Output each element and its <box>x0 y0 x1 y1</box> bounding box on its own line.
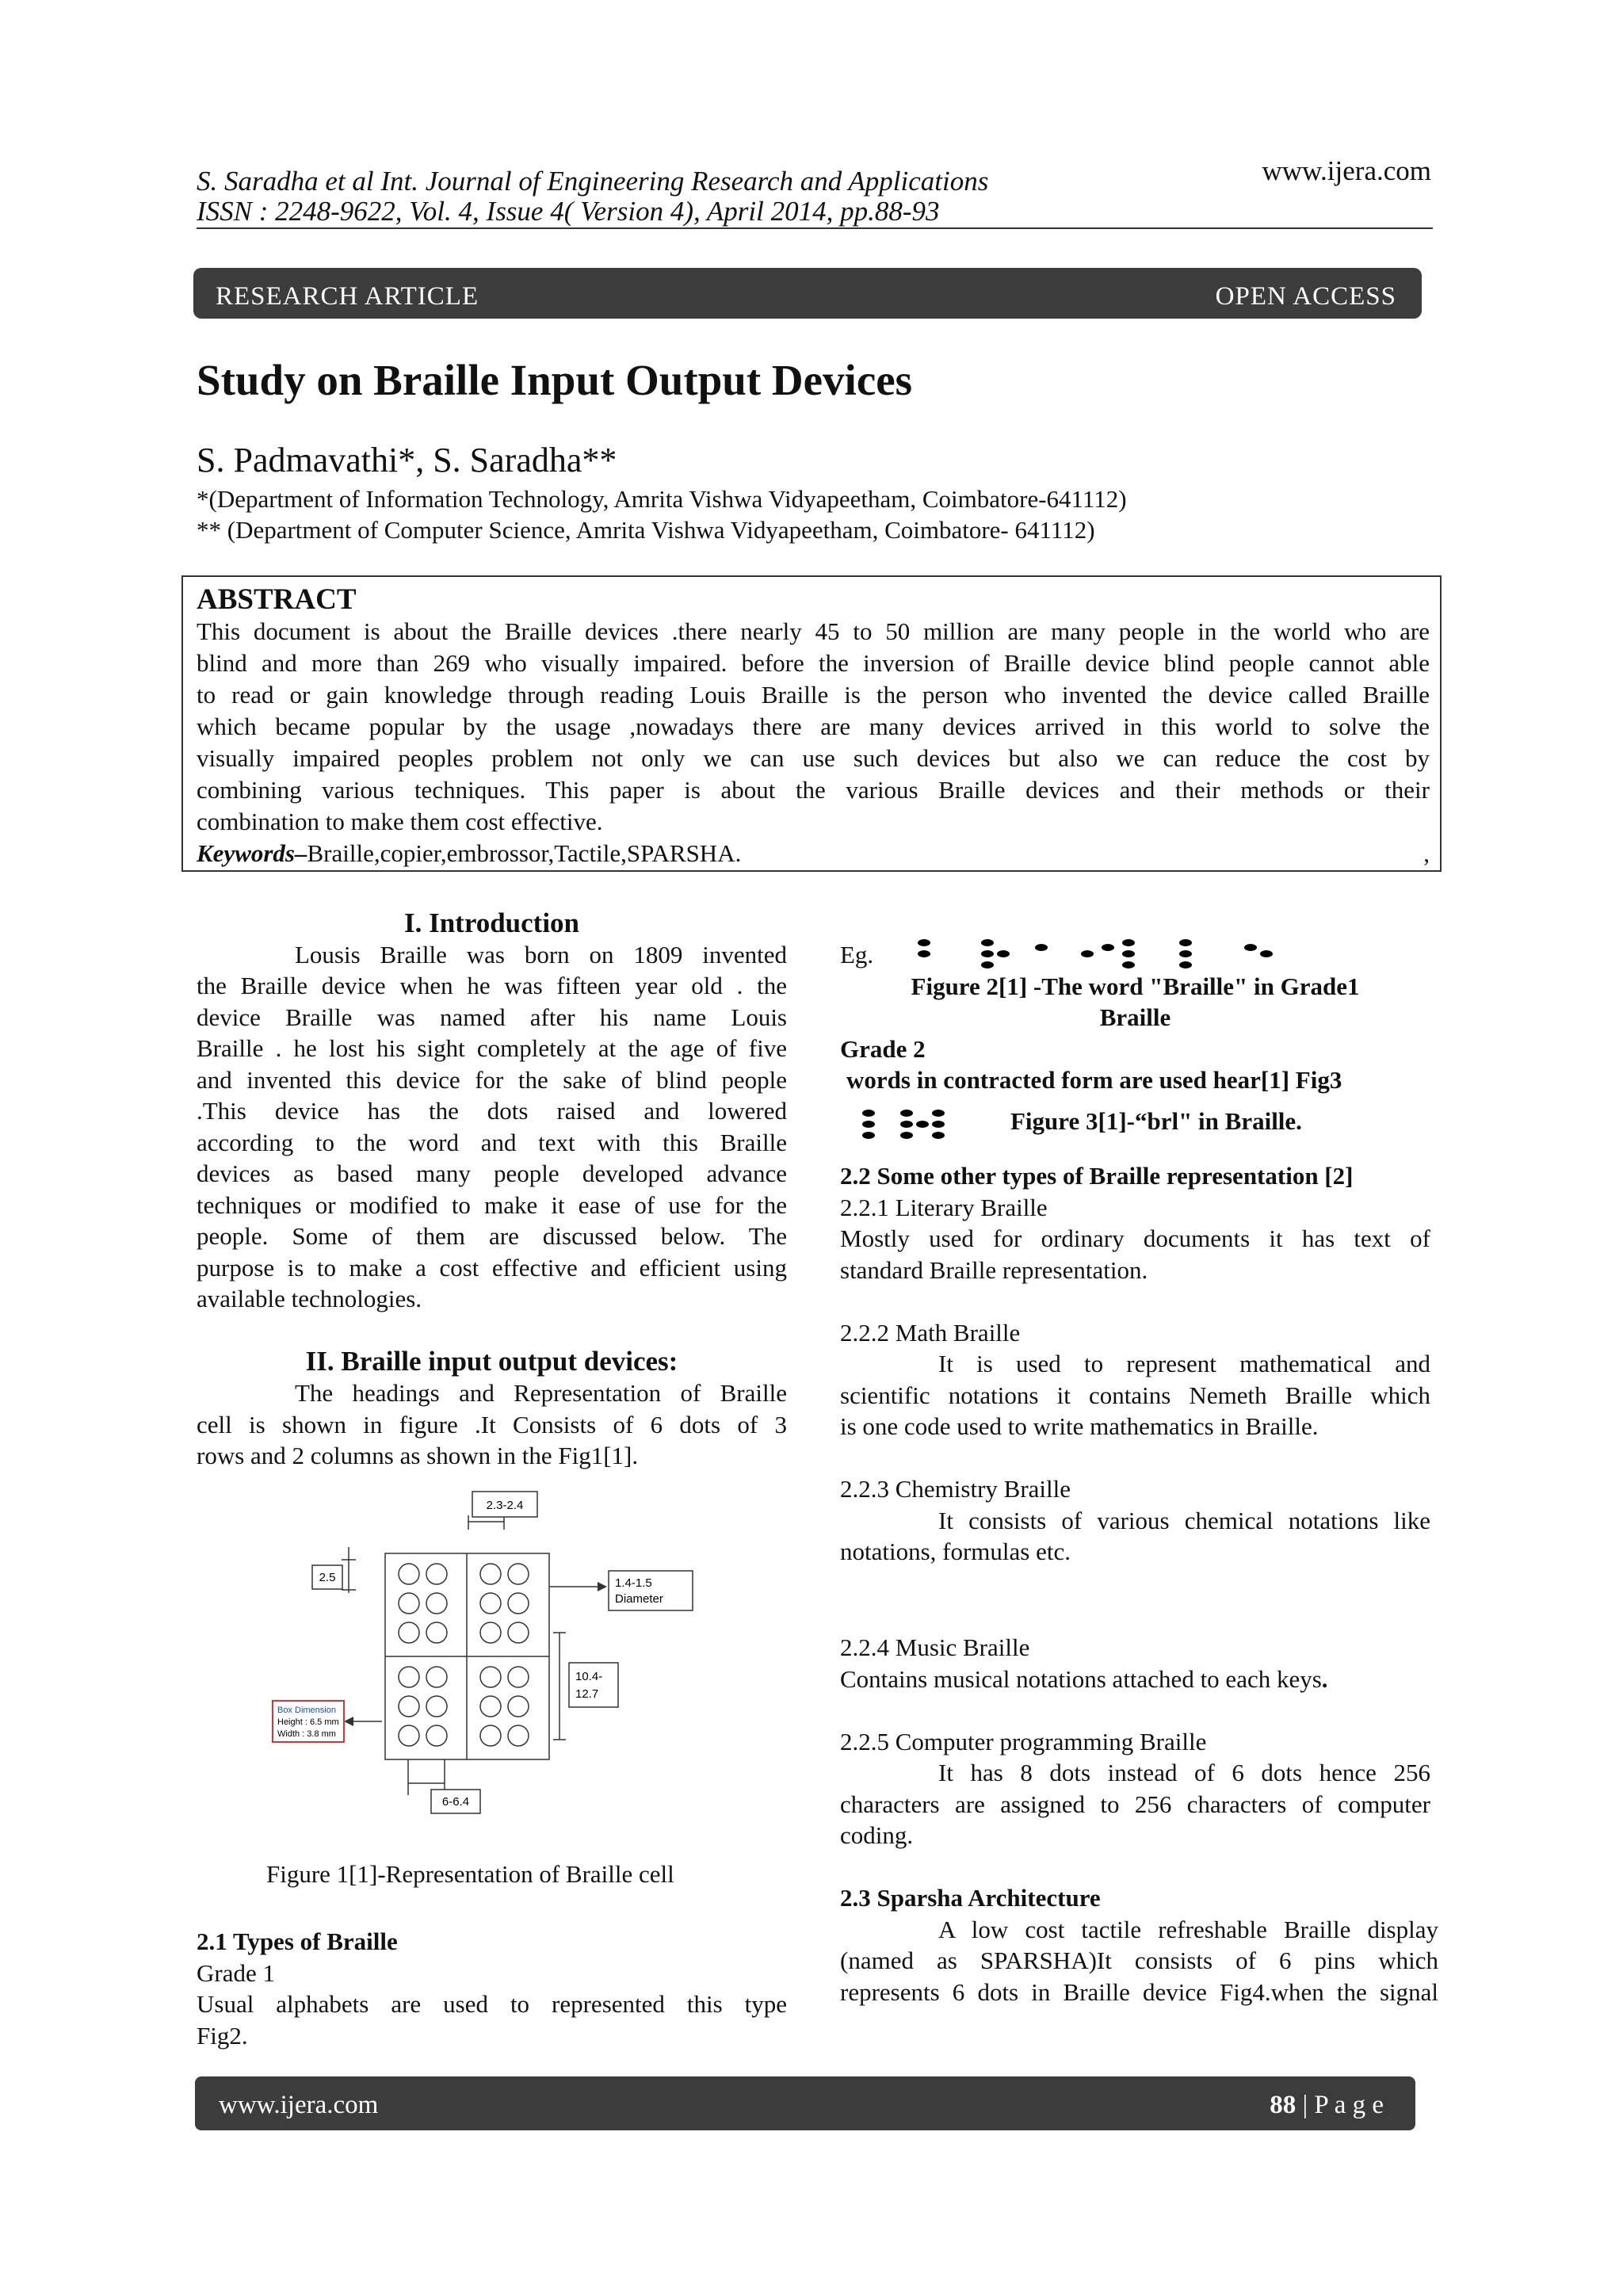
right-column <box>840 939 1438 2008</box>
article-banner <box>193 268 1422 319</box>
paper-title: Study on Braille Input Output Devices <box>197 356 913 404</box>
abstract-line: which became popular by the usage ,nowadays there are many devices arrived in this world to solve the <box>197 712 1430 740</box>
programming-line: coding. <box>840 1821 914 1849</box>
grade-2-line: words in contracted form are used hear[1] Fig3 <box>846 1066 1342 1094</box>
literary-line: Mostly used for ordinary documents it has text of <box>840 1224 1430 1252</box>
chemistry-line: notations, formulas etc. <box>840 1538 1071 1565</box>
keywords-line <box>197 838 1430 869</box>
braille-dot <box>1081 950 1094 957</box>
intro-line: according to the word and text with this Braille <box>197 1128 787 1156</box>
issn-line: ISSN : 2248-9622, Vol. 4, Issue 4( Version 4), April 2014, pp.88-93 <box>197 196 940 227</box>
section-1-heading: I. Introduction <box>403 907 580 938</box>
section-2-2-1-heading: 2.2.1 Literary Braille <box>840 1193 1048 1221</box>
grade-1-label: Grade 1 <box>197 1958 275 1987</box>
eg-label: Eg. <box>840 941 874 968</box>
braille-dot <box>862 1121 875 1128</box>
intro-line: and invented this device for the sake of blind people <box>197 1065 787 1094</box>
sec2-line: cell is shown in figure .It Consists of 6 dots of 3 <box>197 1410 787 1438</box>
diameter-label-text: Diameter <box>615 1592 663 1606</box>
braille-dot <box>1122 939 1135 946</box>
left-column <box>197 907 787 1472</box>
box-dimension-height: Height : 6.5 mm <box>277 1717 339 1727</box>
braille-cell-figure <box>266 1490 694 1823</box>
open-access-label: OPEN ACCESS <box>1215 282 1396 311</box>
intro-line: Lousis Braille was born on 1809 invented <box>295 940 787 968</box>
braille-brl-image <box>862 1110 957 1145</box>
grade-1-line: Usual alphabets are used to represented this type <box>197 1990 787 2018</box>
abstract-line: combination to make them cost effective. <box>197 808 603 835</box>
abstract-line: combining various techniques. This paper is about the various Braille devices and their methods or their <box>197 776 1430 804</box>
height-label-b: 12.7 <box>575 1687 599 1701</box>
braille-dot <box>1179 939 1192 946</box>
sparsha-line: A low cost tactile refreshable Braille display <box>938 1915 1438 1943</box>
braille-dot <box>932 1110 945 1117</box>
braille-dot <box>932 1121 945 1128</box>
sec2-line: The headings and Representation of Braille <box>295 1379 787 1407</box>
keywords-comma: , <box>1423 839 1430 867</box>
box-dimension-title: Box Dimension <box>277 1706 336 1715</box>
braille-dot <box>900 1121 913 1128</box>
braille-word-grade1-image <box>918 939 1314 971</box>
intro-line: people. Some of them are discussed below. The <box>197 1222 787 1250</box>
braille-dot <box>1122 950 1135 957</box>
keywords: Braille,copier,embrossor,Tactile,SPARSHA. <box>307 839 742 867</box>
braille-dot <box>1122 961 1135 968</box>
braille-dot <box>932 1132 945 1139</box>
fig1-top-label: 2.3-2.4 <box>486 1499 524 1512</box>
intro-line: Braille . he lost his sight completely at the age of five <box>197 1034 787 1062</box>
chemistry-line: It consists of various chemical notations like <box>938 1506 1430 1534</box>
abstract-line: blind and more than 269 who visually impaired. before the inversion of Braille device blind people cannot able <box>197 649 1430 677</box>
math-line: is one code used to write mathematics in Braille. <box>840 1412 1319 1440</box>
affiliation-2: ** (Department of Computer Science, Amrita Vishwa Vidyapeetham, Coimbatore- 641112) <box>197 516 1095 544</box>
braille-dot <box>1179 950 1192 957</box>
music-line: Contains musical notations attached to each keys. <box>840 1664 1328 1693</box>
braille-dot <box>900 1110 913 1117</box>
braille-dot <box>997 950 1010 957</box>
types-of-braille-heading: 2.1 Types of Braille <box>197 1927 398 1955</box>
braille-dot <box>862 1110 875 1117</box>
intro-line: .This device has the dots raised and lowered <box>197 1097 787 1125</box>
intro-line: available technologies. <box>197 1285 422 1312</box>
braille-dot <box>918 939 930 946</box>
section-2-2-2-heading: 2.2.2 Math Braille <box>840 1318 1021 1347</box>
page-number: 88 | P a g e <box>1270 2091 1384 2119</box>
abstract-line: This document is about the Braille devices .there nearly 45 to 50 million are many people in the world who are <box>197 617 1430 645</box>
box-dimension-width: Width : 3.8 mm <box>277 1729 336 1739</box>
section-2-2-4-heading: 2.2.4 Music Braille <box>840 1633 1030 1661</box>
intro-line: purpose is to make a cost effective and efficient using <box>197 1253 787 1282</box>
section-2-3-heading: 2.3 Sparsha Architecture <box>840 1884 1101 1912</box>
abstract-line: to read or gain knowledge through reading Louis Braille is the person who invented the device called Braille <box>197 681 1430 709</box>
header-url[interactable]: www.ijera.com <box>1262 155 1431 186</box>
figure-2-caption-cont: Braille <box>1099 1003 1171 1031</box>
intro-line: techniques or modified to make it ease of use for the <box>197 1190 787 1219</box>
section-2-2-heading: 2.2 Some other types of Braille representation [2] <box>840 1162 1354 1190</box>
research-article-label: RESEARCH ARTICLE <box>216 282 479 311</box>
grade-2-label: Grade 2 <box>840 1034 926 1063</box>
intro-line: devices as based many people developed advance <box>197 1159 787 1187</box>
sec2-line: rows and 2 columns as shown in the Fig1[1]. <box>197 1442 639 1469</box>
math-line: It is used to represent mathematical and <box>938 1350 1430 1377</box>
fig1-bottom-label: 6-6.4 <box>441 1795 470 1809</box>
affiliation-1: *(Department of Information Technology, Amrita Vishwa Vidyapeetham, Coimbatore-641112) <box>197 485 1127 513</box>
fig1-left-label: 2.5 <box>319 1571 336 1584</box>
braille-dot <box>862 1132 875 1139</box>
braille-dot <box>918 950 930 957</box>
braille-dot <box>1244 944 1257 951</box>
page-footer <box>195 2076 1415 2130</box>
programming-line: It has 8 dots instead of 6 dots hence 256 <box>938 1759 1430 1786</box>
diameter-label-value: 1.4-1.5 <box>615 1576 652 1590</box>
braille-dot <box>981 950 994 957</box>
figure-3-caption: Figure 3[1]-“brl" in Braille. <box>1010 1106 1302 1135</box>
literary-line: standard Braille representation. <box>840 1255 1148 1284</box>
braille-dot <box>900 1132 913 1139</box>
programming-line: characters are assigned to 256 characters of computer <box>840 1790 1430 1818</box>
figure-2-caption: Figure 2[1] -The word "Braille" in Grade1 <box>911 972 1360 1000</box>
header-rule <box>197 227 1433 229</box>
left-column-lower <box>197 1859 787 2051</box>
footer-url[interactable]: www.ijera.com <box>219 2091 379 2119</box>
braille-dot <box>1102 944 1114 951</box>
section-2-heading: II. Braille input output devices: <box>305 1346 678 1377</box>
intro-line: device Braille was named after his name Louis <box>197 1003 787 1031</box>
figure-1-caption: Figure 1[1]-Representation of Braille cell <box>266 1860 674 1888</box>
braille-dot <box>1179 961 1192 968</box>
sparsha-line: represents 6 dots in Braille device Fig4.when the signal <box>840 1977 1438 2006</box>
braille-dot <box>981 961 994 968</box>
math-line: scientific notations it contains Nemeth Braille which <box>840 1381 1430 1409</box>
section-2-2-3-heading: 2.2.3 Chemistry Braille <box>840 1475 1071 1503</box>
journal-line: S. Saradha et al Int. Journal of Engineering Research and Applications <box>197 166 989 197</box>
braille-dot <box>1260 950 1273 957</box>
intro-line: the Braille device when he was fifteen year old . the <box>197 972 787 999</box>
keywords-label: Keywords– <box>197 839 307 867</box>
abstract-body <box>197 616 1430 869</box>
braille-dot <box>981 939 994 946</box>
section-2-2-5-heading: 2.2.5 Computer programming Braille <box>840 1727 1207 1755</box>
braille-dot <box>1035 944 1048 951</box>
abstract-line: visually impaired peoples problem not only we can use such devices but also we can reduce the cost by <box>197 744 1430 772</box>
authors: S. Padmavathi*, S. Saradha** <box>197 441 617 479</box>
height-label-a: 10.4- <box>575 1670 603 1683</box>
braille-dot <box>916 1121 929 1128</box>
abstract-heading: ABSTRACT <box>197 583 357 616</box>
grade-1-line: Fig2. <box>197 2021 248 2050</box>
sparsha-line: (named as SPARSHA)It consists of 6 pins which <box>840 1946 1438 1974</box>
